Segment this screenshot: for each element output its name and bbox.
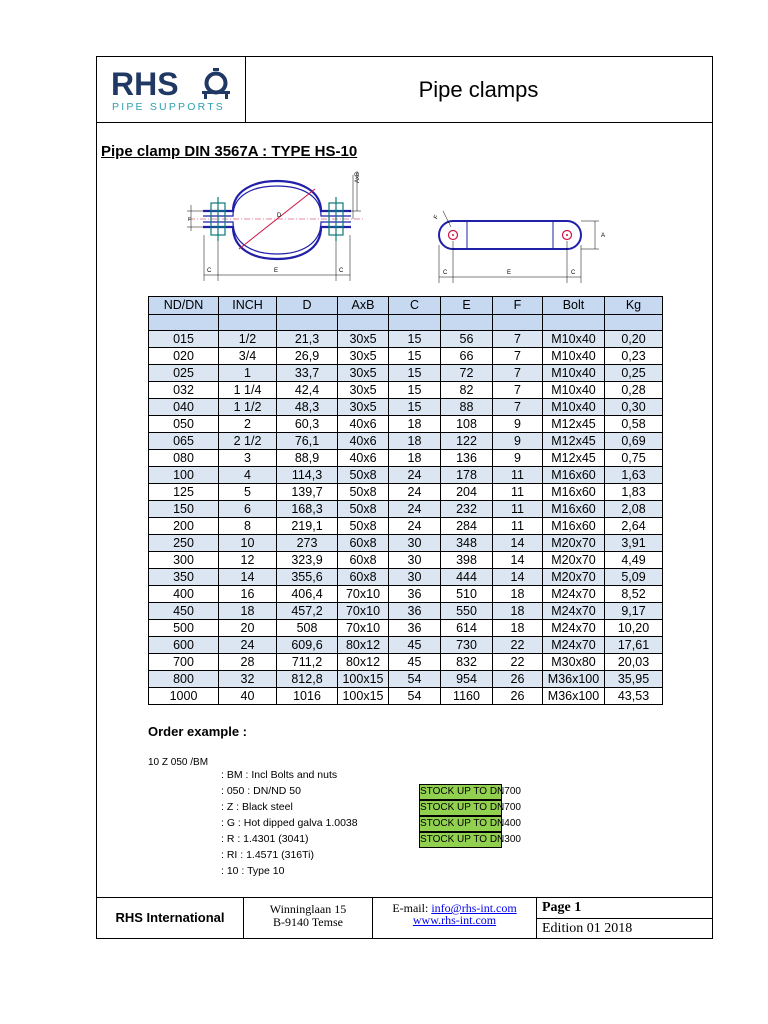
top-dim-c-left-label: C (443, 270, 448, 276)
table-cell: 1 1/4 (219, 382, 277, 399)
table-cell: M24x70 (543, 620, 605, 637)
order-option: : G : Hot dipped galva 1.0038 (221, 817, 358, 829)
table-cell: 406,4 (277, 586, 338, 603)
spacer-cell (605, 315, 663, 331)
table-cell: 18 (389, 433, 441, 450)
table-cell: 30 (389, 552, 441, 569)
table-row (149, 552, 663, 569)
table-row (149, 671, 663, 688)
table-cell: 18 (219, 603, 277, 620)
table-cell: 70x10 (338, 620, 389, 637)
spacer-cell (219, 315, 277, 331)
table-cell: 1,63 (605, 467, 663, 484)
table-cell: M10x40 (543, 382, 605, 399)
email-label: E-mail: (392, 901, 432, 915)
header-cell: C (389, 297, 441, 315)
spacer-cell (493, 315, 543, 331)
table-cell: 139,7 (277, 484, 338, 501)
table-cell: 1000 (149, 688, 219, 705)
table-row (149, 535, 663, 552)
table-cell: 0,25 (605, 365, 663, 382)
table-cell: 0,20 (605, 331, 663, 348)
table-cell: 18 (389, 416, 441, 433)
table-cell: 26 (493, 688, 543, 705)
dim-c-left-label: C (207, 268, 212, 274)
table-cell: 50x8 (338, 501, 389, 518)
page-number: Page 1 (542, 900, 582, 915)
table-cell: 1016 (277, 688, 338, 705)
table-cell: 204 (441, 484, 493, 501)
table-cell: 232 (441, 501, 493, 518)
edition: Edition 01 2018 (537, 918, 712, 939)
table-cell: 24 (389, 518, 441, 535)
table-cell: 600 (149, 637, 219, 654)
stock-badge: STOCK UP TO DN700 (419, 784, 502, 800)
table-cell: 30x5 (338, 382, 389, 399)
order-option: : RI : 1.4571 (316Ti) (221, 849, 314, 861)
table-cell: 125 (149, 484, 219, 501)
table-cell: 711,2 (277, 654, 338, 671)
table-row (149, 637, 663, 654)
table-cell: 025 (149, 365, 219, 382)
header-cell: ND/DN (149, 297, 219, 315)
order-example-code: 10 Z 050 /BM (148, 757, 209, 768)
table-cell: 11 (493, 467, 543, 484)
table-row (149, 688, 663, 705)
table-cell: M16x60 (543, 501, 605, 518)
logo-cell (97, 57, 246, 122)
table-spacer-row (149, 315, 663, 331)
table-cell: 2,64 (605, 518, 663, 535)
table-cell: 15 (389, 399, 441, 416)
table-cell: 56 (441, 331, 493, 348)
spacer-cell (543, 315, 605, 331)
table-cell: 11 (493, 484, 543, 501)
table-cell: M10x40 (543, 331, 605, 348)
table-cell: 35,95 (605, 671, 663, 688)
table-cell: 11 (493, 501, 543, 518)
table-cell: 72 (441, 365, 493, 382)
order-option: : Z : Black steel (221, 801, 293, 813)
table-cell: M10x40 (543, 365, 605, 382)
table-cell: 273 (277, 535, 338, 552)
table-cell: 100 (149, 467, 219, 484)
table-cell: 080 (149, 450, 219, 467)
table-cell: 609,6 (277, 637, 338, 654)
table-cell: 18 (493, 620, 543, 637)
table-row (149, 433, 663, 450)
table-cell: 18 (389, 450, 441, 467)
table-cell: 7 (493, 365, 543, 382)
table-cell: 0,23 (605, 348, 663, 365)
table-cell: 70x10 (338, 586, 389, 603)
table-cell: 700 (149, 654, 219, 671)
table-cell: 398 (441, 552, 493, 569)
table-cell: 30x5 (338, 348, 389, 365)
table-cell: 36 (389, 603, 441, 620)
table-cell: 24 (389, 467, 441, 484)
table-cell: 730 (441, 637, 493, 654)
table-cell: 9 (493, 416, 543, 433)
table-cell: 76,1 (277, 433, 338, 450)
table-cell: 40x6 (338, 416, 389, 433)
table-row (149, 382, 663, 399)
top-view-drawing (413, 207, 609, 287)
table-cell: 10,20 (605, 620, 663, 637)
spacer-cell (277, 315, 338, 331)
header-cell: AxB (338, 297, 389, 315)
table-cell: 10 (219, 535, 277, 552)
table-cell: 8 (219, 518, 277, 535)
table-cell: 60x8 (338, 569, 389, 586)
table-cell: 9,17 (605, 603, 663, 620)
table-cell: 80x12 (338, 654, 389, 671)
spacer-cell (338, 315, 389, 331)
table-cell: 168,3 (277, 501, 338, 518)
header-cell: Bolt (543, 297, 605, 315)
table-cell: M10x40 (543, 399, 605, 416)
table-cell: M12x45 (543, 450, 605, 467)
table-cell: 8,52 (605, 586, 663, 603)
table-cell: 0,30 (605, 399, 663, 416)
header-cell: Kg (605, 297, 663, 315)
table-cell: 14 (219, 569, 277, 586)
table-cell: 30x5 (338, 399, 389, 416)
table-cell: M30x80 (543, 654, 605, 671)
table-row (149, 365, 663, 382)
table-cell: 348 (441, 535, 493, 552)
order-option: : R : 1.4301 (3041) (221, 833, 309, 845)
table-cell: 350 (149, 569, 219, 586)
table-cell: 9 (493, 450, 543, 467)
table-cell: M12x45 (543, 416, 605, 433)
table-cell: M36x100 (543, 688, 605, 705)
table-row (149, 620, 663, 637)
table-cell: 18 (493, 603, 543, 620)
stock-badge: STOCK UP TO DN400 (419, 816, 502, 832)
table-cell: 0,75 (605, 450, 663, 467)
table-cell: 015 (149, 331, 219, 348)
table-row (149, 484, 663, 501)
table-cell: 300 (149, 552, 219, 569)
table-cell: 24 (219, 637, 277, 654)
table-cell: 457,2 (277, 603, 338, 620)
table-cell: 15 (389, 382, 441, 399)
website-link[interactable]: www.rhs-int.com (412, 913, 497, 927)
table-cell: 22 (493, 654, 543, 671)
spacer-cell (389, 315, 441, 331)
table-cell: 70x10 (338, 603, 389, 620)
table-cell: 614 (441, 620, 493, 637)
table-cell: 26,9 (277, 348, 338, 365)
table-row (149, 603, 663, 620)
table-row (149, 331, 663, 348)
order-option: : BM : Incl Bolts and nuts (221, 769, 338, 781)
table-cell: 14 (493, 569, 543, 586)
table-cell: 50x8 (338, 518, 389, 535)
table-cell: 178 (441, 467, 493, 484)
table-cell: 500 (149, 620, 219, 637)
table-cell: 3 (219, 450, 277, 467)
table-cell: 82 (441, 382, 493, 399)
table-cell: M20x70 (543, 535, 605, 552)
table-cell: 36 (389, 586, 441, 603)
table-cell: 284 (441, 518, 493, 535)
stock-badge: STOCK UP TO DN300 (419, 832, 502, 848)
table-cell: 832 (441, 654, 493, 671)
table-cell: M36x100 (543, 671, 605, 688)
table-cell: 032 (149, 382, 219, 399)
table-cell: 40x6 (338, 433, 389, 450)
table-cell: 42,4 (277, 382, 338, 399)
table-cell: 219,1 (277, 518, 338, 535)
table-cell: M20x70 (543, 552, 605, 569)
table-cell: 510 (441, 586, 493, 603)
table-cell: M16x60 (543, 467, 605, 484)
table-cell: 15 (389, 365, 441, 382)
table-cell: 22 (493, 637, 543, 654)
table-cell: 16 (219, 586, 277, 603)
table-cell: 400 (149, 586, 219, 603)
table-cell: 33,7 (277, 365, 338, 382)
table-cell: 12 (219, 552, 277, 569)
table-cell: 15 (389, 331, 441, 348)
header-cell: F (493, 297, 543, 315)
table-cell: 7 (493, 382, 543, 399)
table-cell: 450 (149, 603, 219, 620)
table-cell: 40 (219, 688, 277, 705)
table-cell: 020 (149, 348, 219, 365)
table-cell: 43,53 (605, 688, 663, 705)
table-cell: 26 (493, 671, 543, 688)
table-cell: 050 (149, 416, 219, 433)
table-row (149, 586, 663, 603)
dim-c-right-label: C (339, 268, 344, 274)
dim-a-label: A (601, 233, 606, 239)
table-cell: 355,6 (277, 569, 338, 586)
table-cell: 24 (389, 501, 441, 518)
table-cell: 1/2 (219, 331, 277, 348)
table-cell: 2 1/2 (219, 433, 277, 450)
table-cell: M16x60 (543, 484, 605, 501)
table-cell: 1 1/2 (219, 399, 277, 416)
table-cell: 150 (149, 501, 219, 518)
table-cell: 20 (219, 620, 277, 637)
table-cell: 250 (149, 535, 219, 552)
header-cell: E (441, 297, 493, 315)
table-cell: 040 (149, 399, 219, 416)
header (97, 57, 712, 123)
table-cell: 54 (389, 688, 441, 705)
address-line-2: B-9140 Temse (273, 915, 343, 929)
stock-badge: STOCK UP TO DN700 (419, 800, 502, 816)
table-cell: M20x70 (543, 569, 605, 586)
table-cell: 7 (493, 348, 543, 365)
table-cell: 1,83 (605, 484, 663, 501)
table-cell: 108 (441, 416, 493, 433)
table-cell: 45 (389, 654, 441, 671)
table-cell: 21,3 (277, 331, 338, 348)
table-cell: 3,91 (605, 535, 663, 552)
table-row (149, 569, 663, 586)
table-cell: M24x70 (543, 637, 605, 654)
dim-axb-label: AxB (355, 171, 361, 183)
table-cell: 48,3 (277, 399, 338, 416)
table-cell: 45 (389, 637, 441, 654)
table-row (149, 450, 663, 467)
table-cell: 5 (219, 484, 277, 501)
table-cell: M24x70 (543, 603, 605, 620)
footer (97, 897, 712, 938)
table-cell: M10x40 (543, 348, 605, 365)
table-cell: 114,3 (277, 467, 338, 484)
table-cell: 88,9 (277, 450, 338, 467)
table-cell: 14 (493, 535, 543, 552)
table-cell: 0,58 (605, 416, 663, 433)
footer-contact (373, 898, 537, 938)
table-cell: 136 (441, 450, 493, 467)
table-cell: 60x8 (338, 535, 389, 552)
footer-address (244, 898, 373, 938)
table-row (149, 416, 663, 433)
table-cell: 36 (389, 620, 441, 637)
table-cell: M16x60 (543, 518, 605, 535)
table-cell: 4,49 (605, 552, 663, 569)
table-cell: 60x8 (338, 552, 389, 569)
table-cell: 122 (441, 433, 493, 450)
table-cell: 9 (493, 433, 543, 450)
spacer-cell (149, 315, 219, 331)
dim-f-label: F (188, 217, 192, 223)
header-cell: D (277, 297, 338, 315)
table-cell: 50x8 (338, 484, 389, 501)
table-cell: 40x6 (338, 450, 389, 467)
table-cell: 88 (441, 399, 493, 416)
rhs-logo (109, 63, 233, 115)
logo-sub-text: PIPE SUPPORTS (112, 101, 226, 113)
table-row (149, 654, 663, 671)
table-cell: 30 (389, 535, 441, 552)
table-cell: 14 (493, 552, 543, 569)
table-body (149, 331, 663, 705)
order-example-title: Order example : (148, 724, 247, 739)
table-cell: 0,69 (605, 433, 663, 450)
table-row (149, 399, 663, 416)
table-cell: 11 (493, 518, 543, 535)
top-dim-e-label: E (507, 270, 512, 276)
table-cell: 30x5 (338, 365, 389, 382)
address-line-1: Winninglaan 15 (269, 902, 347, 916)
table-cell: 50x8 (338, 467, 389, 484)
front-view-drawing (181, 169, 391, 287)
table-cell: 800 (149, 671, 219, 688)
table-cell: 954 (441, 671, 493, 688)
table-cell: 60,3 (277, 416, 338, 433)
dim-d-label: D (277, 213, 282, 219)
footer-company: RHS International (97, 898, 244, 938)
table-cell: 20,03 (605, 654, 663, 671)
order-option: : 050 : DN/ND 50 (221, 785, 301, 797)
pipe-ring-icon (202, 68, 230, 99)
table-cell: M12x45 (543, 433, 605, 450)
table-cell: 24 (389, 484, 441, 501)
table-cell: 18 (493, 586, 543, 603)
table-cell: 100x15 (338, 688, 389, 705)
table-cell: 30 (389, 569, 441, 586)
table-row (149, 501, 663, 518)
footer-page (537, 898, 712, 938)
table-cell: 7 (493, 399, 543, 416)
dim-hole-label: F (433, 214, 441, 221)
table-header-row (149, 297, 663, 315)
table-cell: 5,09 (605, 569, 663, 586)
table-cell: M24x70 (543, 586, 605, 603)
header-cell: INCH (219, 297, 277, 315)
section-title: Pipe clamp DIN 3567A : TYPE HS-10 (101, 143, 358, 160)
order-option: : 10 : Type 10 (221, 865, 285, 877)
table-cell: 7 (493, 331, 543, 348)
document-title: Pipe clamps (418, 77, 539, 102)
logo-main-text: RHS (111, 66, 179, 102)
table-cell: 6 (219, 501, 277, 518)
table-cell: 32 (219, 671, 277, 688)
table-cell: 508 (277, 620, 338, 637)
top-dim-c-right-label: C (571, 270, 576, 276)
table-cell: 54 (389, 671, 441, 688)
table-cell: 812,8 (277, 671, 338, 688)
email-link[interactable]: info@rhs-int.com (431, 901, 517, 915)
table-row (149, 348, 663, 365)
dimensions-table (148, 296, 663, 705)
table-cell: 30x5 (338, 331, 389, 348)
table-cell: 444 (441, 569, 493, 586)
table-cell: 2,08 (605, 501, 663, 518)
table-row (149, 467, 663, 484)
table-cell: 1 (219, 365, 277, 382)
table-cell: 065 (149, 433, 219, 450)
table-cell: 66 (441, 348, 493, 365)
spacer-cell (441, 315, 493, 331)
table-cell: 550 (441, 603, 493, 620)
table-cell: 4 (219, 467, 277, 484)
document-frame (96, 56, 713, 939)
table-cell: 17,61 (605, 637, 663, 654)
table-cell: 80x12 (338, 637, 389, 654)
dim-e-label: E (274, 268, 279, 274)
table-cell: 200 (149, 518, 219, 535)
table-cell: 2 (219, 416, 277, 433)
table-cell: 1160 (441, 688, 493, 705)
table-cell: 100x15 (338, 671, 389, 688)
table-cell: 15 (389, 348, 441, 365)
table-cell: 28 (219, 654, 277, 671)
table-cell: 0,28 (605, 382, 663, 399)
table-cell: 323,9 (277, 552, 338, 569)
table-row (149, 518, 663, 535)
table-cell: 3/4 (219, 348, 277, 365)
